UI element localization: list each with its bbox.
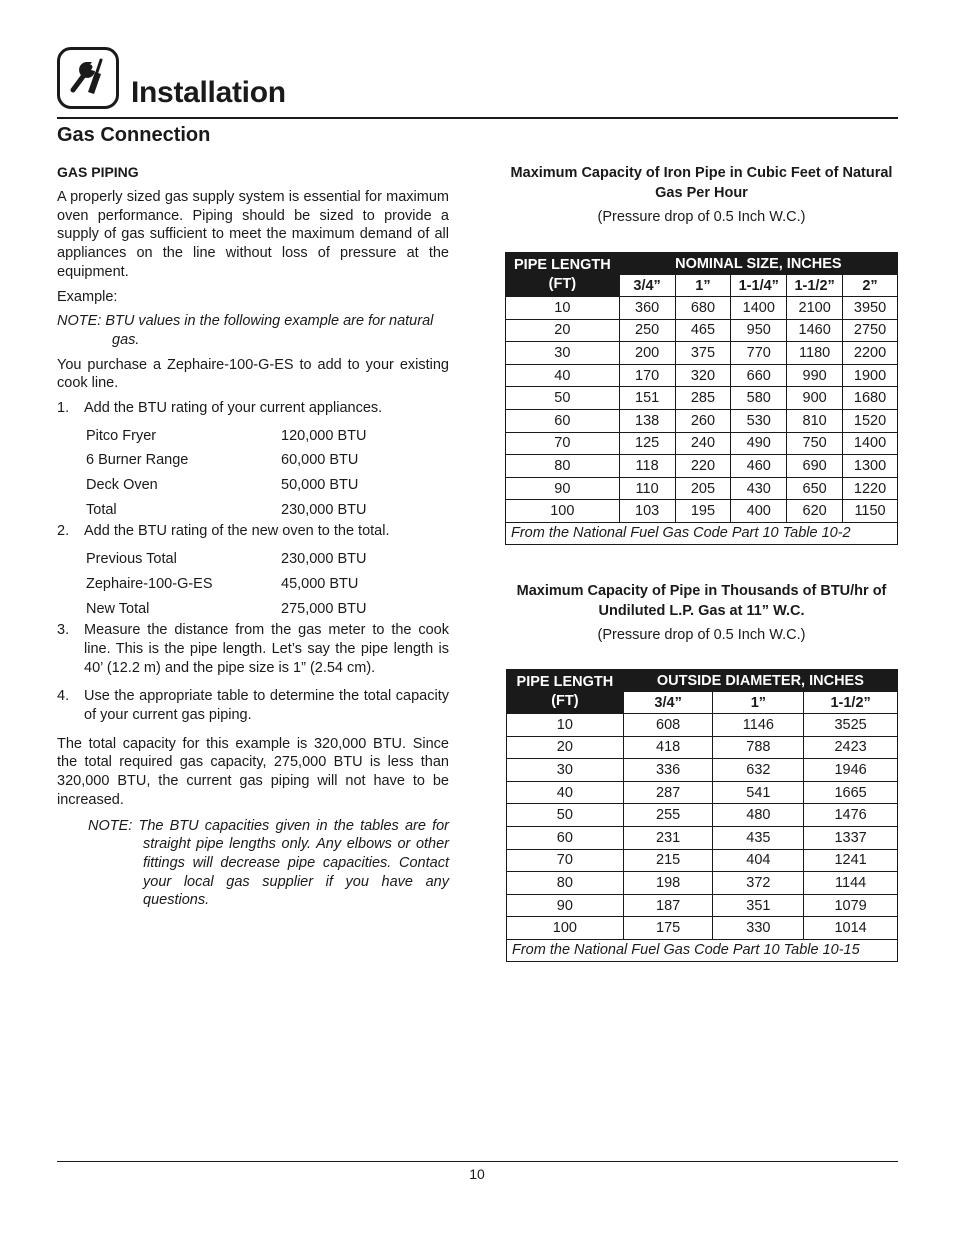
- capacity-cell: 287: [623, 781, 713, 804]
- capacity-cell: 435: [713, 826, 804, 849]
- capacity-cell: 360: [619, 297, 675, 320]
- example-label: Example:: [57, 288, 118, 305]
- list-item: Total 230,000 BTU: [86, 501, 367, 518]
- step-1: [57, 399, 449, 418]
- capacity-cell: 2200: [843, 342, 898, 365]
- capacity-cell: 1337: [804, 826, 898, 849]
- step-text: Add the BTU rating of your current appliances.: [84, 400, 383, 417]
- intro-paragraph: A properly sized gas supply system is essential for maximum oven performance. Piping should be sized to provide a supply of gas sufficient to meet the maximum demand of all appliances on the line without loss of pressure at the equipment.: [57, 189, 449, 280]
- capacity-cell: 231: [623, 826, 713, 849]
- step-4: [57, 687, 449, 724]
- column-header: 1-1/2”: [804, 692, 898, 714]
- capacity-cell: 541: [713, 781, 804, 804]
- capacity-cell: 215: [623, 849, 713, 872]
- capacity-cell: 810: [787, 409, 843, 432]
- table1-subtitle: (Pressure drop of 0.5 Inch W.C.): [597, 209, 806, 225]
- pipe-length-cell: 10: [506, 297, 620, 320]
- pipe-length-cell: 100: [506, 500, 620, 523]
- list-item: Deck Oven 50,000 BTU: [86, 477, 359, 494]
- table-row: [507, 736, 898, 759]
- page-number: 10: [469, 1166, 485, 1182]
- capacity-cell: 125: [619, 432, 675, 455]
- capacity-cell: 1014: [804, 917, 898, 940]
- capacity-cell: 680: [675, 297, 731, 320]
- capacity-cell: 2750: [843, 319, 898, 342]
- table2-subtitle: (Pressure drop of 0.5 Inch W.C.): [597, 627, 806, 643]
- pipe-length-cell: 10: [507, 714, 624, 737]
- list-item: New Total 275,000 BTU: [86, 600, 367, 617]
- capacity-cell: 2100: [787, 297, 843, 320]
- header-pipe-length: PIPE LENGTH (FT): [506, 253, 620, 297]
- step-text: Use the appropriate table to determine the total capacity of your current gas piping.: [84, 688, 449, 724]
- table-row: [507, 781, 898, 804]
- gas-piping-instructions: [57, 163, 449, 910]
- header-divider: [57, 117, 898, 119]
- table-row: [506, 342, 898, 365]
- pipe-length-cell: 100: [507, 917, 624, 940]
- step-number: 2.: [57, 523, 70, 540]
- capacity-cell: 1146: [713, 714, 804, 737]
- step-text: Add the BTU rating of the new oven to the total.: [84, 523, 390, 540]
- table2-title: Maximum Capacity of Pipe in Thousands of BTU/hr of Undiluted L.P. Gas at 11” W.C.: [516, 583, 887, 619]
- capacity-cell: 260: [675, 409, 731, 432]
- capacity-cell: 530: [731, 409, 787, 432]
- capacity-cell: 200: [619, 342, 675, 365]
- current-appliances-list: [86, 424, 449, 523]
- capacity-cell: 490: [731, 432, 787, 455]
- column-header: 2”: [843, 275, 898, 297]
- subhead-gas-piping: GAS PIPING: [57, 164, 139, 180]
- column-header: 1-1/4”: [731, 275, 787, 297]
- capacity-cell: 690: [787, 455, 843, 478]
- capacity-cell: 205: [675, 477, 731, 500]
- capacity-cell: 138: [619, 409, 675, 432]
- list-item: Pitco Fryer 120,000 BTU: [86, 427, 367, 444]
- capacity-cell: 250: [619, 319, 675, 342]
- header-pipe-length: PIPE LENGTH (FT): [507, 670, 624, 714]
- pipe-length-cell: 30: [507, 759, 624, 782]
- capacity-cell: 404: [713, 849, 804, 872]
- pipe-length-cell: 70: [506, 432, 620, 455]
- capacity-cell: 285: [675, 387, 731, 410]
- table-row: [507, 714, 898, 737]
- capacity-cell: 103: [619, 500, 675, 523]
- capacity-cell: 175: [623, 917, 713, 940]
- table-row: [507, 826, 898, 849]
- pipe-length-cell: 60: [507, 826, 624, 849]
- header-nominal-size: NOMINAL SIZE, INCHES: [619, 253, 897, 275]
- table-row: [506, 297, 898, 320]
- table-row: [507, 804, 898, 827]
- pipe-length-cell: 90: [507, 894, 624, 917]
- capacity-cell: 170: [619, 364, 675, 387]
- conclusion-paragraph: The total capacity for this example is 320,000 BTU. Since the total required gas capacity, 275,000 BTU is less than 320,000 BTU, the current gas piping will not have to be increased.: [57, 735, 449, 808]
- table-row: [506, 455, 898, 478]
- footer-divider: [57, 1161, 898, 1162]
- iron-pipe-capacity-table: [505, 252, 898, 545]
- pipe-length-cell: 60: [506, 409, 620, 432]
- capacity-cell: 632: [713, 759, 804, 782]
- capacity-cell: 187: [623, 894, 713, 917]
- step-3: [57, 621, 449, 677]
- capacity-cell: 608: [623, 714, 713, 737]
- table-row: [506, 409, 898, 432]
- list-item: Zephaire-100-G-ES 45,000 BTU: [86, 575, 359, 592]
- pipe-length-cell: 20: [507, 736, 624, 759]
- table-row: [507, 872, 898, 895]
- capacity-cell: 330: [713, 917, 804, 940]
- page-title: Installation: [131, 76, 286, 109]
- capacity-cell: 620: [787, 500, 843, 523]
- capacity-cell: 1900: [843, 364, 898, 387]
- capacity-cell: 118: [619, 455, 675, 478]
- table-source-row: [507, 939, 898, 961]
- pipe-length-cell: 90: [506, 477, 620, 500]
- capacity-cell: 3950: [843, 297, 898, 320]
- capacity-cell: 900: [787, 387, 843, 410]
- table-row: [506, 387, 898, 410]
- note-straight-pipe: NOTE: The BTU capacities given in the tables are for straight pipe lengths only. Any elbows or other fittings will decrease pipe capacities. Contact your local gas supplier if you have any questions.: [88, 817, 449, 909]
- capacity-cell: 1680: [843, 387, 898, 410]
- table-row: [507, 894, 898, 917]
- capacity-cell: 110: [619, 477, 675, 500]
- table-row: [506, 477, 898, 500]
- wrench-screwdriver-icon: [64, 54, 112, 102]
- table-source-note: From the National Fuel Gas Code Part 10 Table 10-2: [506, 522, 898, 544]
- pipe-length-cell: 20: [506, 319, 620, 342]
- step-number: 3.: [57, 622, 70, 639]
- pipe-length-cell: 50: [507, 804, 624, 827]
- pipe-length-cell: 50: [506, 387, 620, 410]
- column-header: 1-1/2”: [787, 275, 843, 297]
- capacity-cell: 1400: [843, 432, 898, 455]
- pipe-length-cell: 70: [507, 849, 624, 872]
- table1-title: Maximum Capacity of Iron Pipe in Cubic Feet of Natural Gas Per Hour: [510, 165, 893, 201]
- column-header: 1”: [713, 692, 804, 714]
- capacity-cell: 1150: [843, 500, 898, 523]
- lp-gas-capacity-table: [506, 669, 898, 962]
- tools-logo: [57, 47, 119, 109]
- capacity-cell: 351: [713, 894, 804, 917]
- table-row: [507, 759, 898, 782]
- table-row: [506, 319, 898, 342]
- capacity-cell: 1520: [843, 409, 898, 432]
- capacity-cell: 660: [731, 364, 787, 387]
- capacity-cell: 1220: [843, 477, 898, 500]
- pipe-length-cell: 80: [507, 872, 624, 895]
- capacity-cell: 151: [619, 387, 675, 410]
- capacity-cell: 240: [675, 432, 731, 455]
- capacity-cell: 1180: [787, 342, 843, 365]
- capacity-cell: 1460: [787, 319, 843, 342]
- capacity-cell: 465: [675, 319, 731, 342]
- column-header: 3/4”: [623, 692, 713, 714]
- capacity-cell: 3525: [804, 714, 898, 737]
- header-outside-diameter: OUTSIDE DIAMETER, INCHES: [623, 670, 897, 692]
- capacity-cell: 195: [675, 500, 731, 523]
- capacity-cell: 950: [731, 319, 787, 342]
- capacity-cell: 2423: [804, 736, 898, 759]
- capacity-cell: 1079: [804, 894, 898, 917]
- table-row: [507, 849, 898, 872]
- table-row: [506, 500, 898, 523]
- step-text: Measure the distance from the gas meter to the cook line. This is the pipe length. Let’s say the pipe length is 40’ (12.2 m) and the pipe size is 1” (2.54 cm).: [84, 622, 449, 676]
- step-2: [57, 522, 449, 541]
- capacity-cell: 320: [675, 364, 731, 387]
- capacity-cell: 990: [787, 364, 843, 387]
- capacity-cell: 580: [731, 387, 787, 410]
- capacity-cell: 650: [787, 477, 843, 500]
- column-header: 1”: [675, 275, 731, 297]
- table-row: [506, 432, 898, 455]
- capacity-cell: 1665: [804, 781, 898, 804]
- capacity-cell: 1400: [731, 297, 787, 320]
- capacity-cell: 198: [623, 872, 713, 895]
- capacity-cell: 1476: [804, 804, 898, 827]
- table-source-note: From the National Fuel Gas Code Part 10 Table 10-15: [507, 939, 898, 961]
- capacity-cell: 770: [731, 342, 787, 365]
- capacity-cell: 375: [675, 342, 731, 365]
- step-number: 4.: [57, 688, 70, 705]
- capacity-cell: 1144: [804, 872, 898, 895]
- table-row: [506, 364, 898, 387]
- capacity-cell: 1241: [804, 849, 898, 872]
- capacity-cell: 1946: [804, 759, 898, 782]
- column-header: 3/4”: [619, 275, 675, 297]
- section-title: Gas Connection: [57, 124, 211, 146]
- capacity-cell: 220: [675, 455, 731, 478]
- table-source-row: [506, 522, 898, 544]
- pipe-length-cell: 40: [507, 781, 624, 804]
- capacity-cell: 460: [731, 455, 787, 478]
- capacity-cell: 372: [713, 872, 804, 895]
- list-item: 6 Burner Range 60,000 BTU: [86, 452, 359, 469]
- purchase-paragraph: You purchase a Zephaire-100-G-ES to add to your existing cook line.: [57, 356, 449, 392]
- capacity-cell: 255: [623, 804, 713, 827]
- step-number: 1.: [57, 400, 70, 417]
- pipe-length-cell: 80: [506, 455, 620, 478]
- capacity-cell: 418: [623, 736, 713, 759]
- capacity-cell: 400: [731, 500, 787, 523]
- capacity-cell: 750: [787, 432, 843, 455]
- capacity-cell: 788: [713, 736, 804, 759]
- capacity-cell: 480: [713, 804, 804, 827]
- table-row: [507, 917, 898, 940]
- new-total-list: [86, 547, 449, 621]
- list-item: Previous Total 230,000 BTU: [86, 551, 367, 568]
- pipe-length-cell: 40: [506, 364, 620, 387]
- capacity-cell: 336: [623, 759, 713, 782]
- capacity-cell: 430: [731, 477, 787, 500]
- pipe-length-cell: 30: [506, 342, 620, 365]
- capacity-cell: 1300: [843, 455, 898, 478]
- note-btu-natural-gas: NOTE: BTU values in the following example are for natural gas.: [57, 313, 434, 348]
